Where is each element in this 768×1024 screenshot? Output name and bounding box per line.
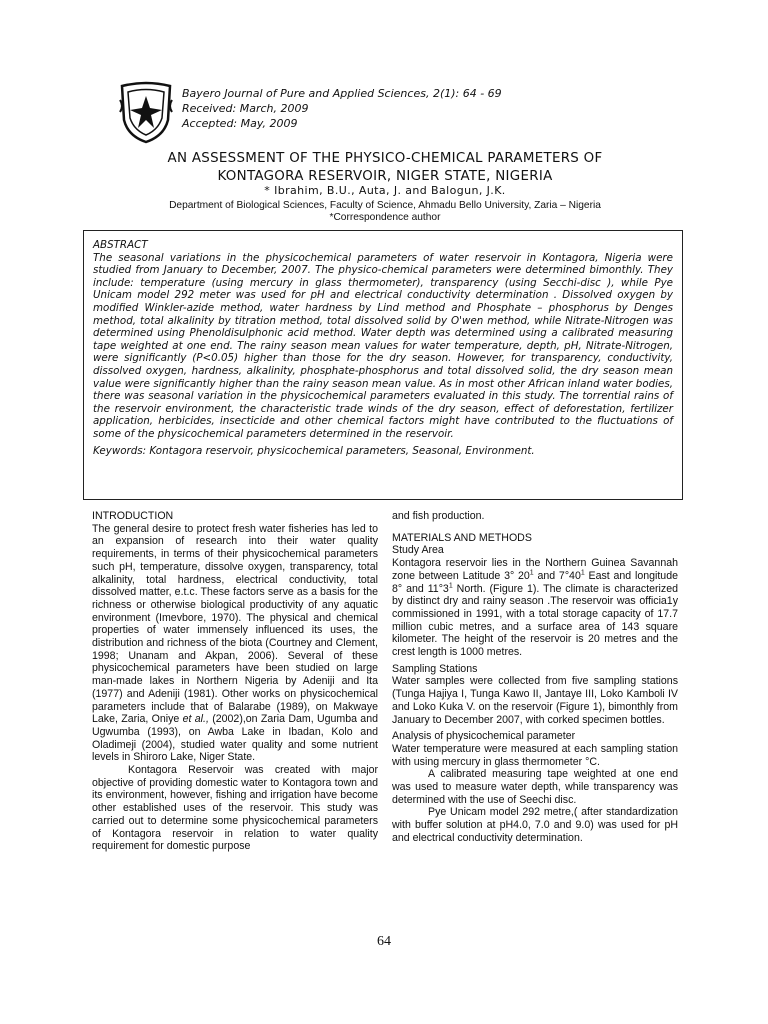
study-area-text-d: North. (Figure 1). The climate is characterized by distinct dry and rainy season .The reservoir was officia1y commissioned in 1991, with a total storage capacity of 17.7 million cubic metres, and a surface area of 143 square kilometer. The height of the reservoir is 20 metres and the crest length is 1000 metres. [392,582,678,659]
intro-paragraph-2: Kontagora Reservoir was created with major objective of providing domestic water to Kontagora town and its environment, however, fishing and irrigation have become other established uses of the reservoir. This study was carried out to determine some physicochemical parameters of Kontagora reservoir in relation to water quality requirement for domestic purpose [92,764,378,853]
title-line-1: AN ASSESSMENT OF THE PHYSICO-CHEMICAL PARAMETERS OF [167,151,603,166]
journal-logo [118,80,174,144]
analysis-paragraph-2: A calibrated measuring tape weighted at one end was used to measure water depth, while transparency was determined with the use of Seechi disc. [392,768,678,806]
study-area-text [392,557,678,659]
journal-info [182,86,502,131]
left-column [92,510,378,853]
analysis-heading: Analysis of physicochemical parameter [392,730,576,743]
abstract-box [83,230,683,500]
study-area-sup-2: 1 [580,569,585,577]
intro-text-b: (2002),on Zaria Dam, Ugumba and Ugwumba (1993), on Awba Lake in Ibadan, Kolo and Oladimeji (2004), studied water quality and some nutrient levels in Shiroro Lake, Niger State. [92,713,378,764]
study-area-text-b: and 7°40 [533,569,581,582]
received-date: Received: March, 2009 [182,102,309,115]
accepted-date: Accepted: May, 2009 [182,117,298,130]
sampling-heading: Sampling Stations [392,662,478,675]
intro-text-a: The general desire to protect fresh water fisheries has led to an expansion of research into their water quality requirements, in terms of their physicochemical parameters such pH, temperature, dissolve oxygen, transparency, total alkalinity, total hardness, electrical conductivity, total dissolved matter, e.t.c. These factors serve as a basis for the richness or otherwise biological productivity of any aquatic environment (Imevbore, 1970). The physical and chemical properties of water immensely influenced its uses, the distribution and richness of the biota (Courtney and Clement, 1998; Unanam and Akpan, 2006). Several of these physicochemical parameters have been studied on large man-made lakes in Northern Nigeria by Adeniji and Ita (1977) and Adeniji (1981). Other works on physicochemical parameters include that of Balarabe (1989), on Makwaye Lake, Zaria, Oniye [92,522,378,726]
abstract-text: The seasonal variations in the physicochemical parameters of water reservoir in Kontagora, Nigeria were studied from January to December, 2007. The physico-chemical parameters were determined bimonthly. They include: temperature (using mercury in glass thermometer), transparency (using Secchi-disc ), while Pye Unicam model 292 meter was used for pH and electrical conductivity determination . Dissolved oxygen by modified Winkler-azide method, water hardness by Lind method and Phosphate – phosphorus by Denges method, total alkalinity by titration method, total dissolved solid by O'wen method, while Nitrate-Nitrogen was determined using Phenoldisulphonic acid method. Water depth was determined using a calibrated measuring tape weighted at one end. The rainy season mean values for water temperature, depth, pH, Nitrate-Nitrogen, were significantly (P<0.05) higher than those for the dry season. However, for transparency, conductivity, dissolved oxygen, hardness, alkalinity, phosphate-phosphorus and total dissolved solid, the dry season mean value were significantly higher than the rainy season mean value. As in most other African inland water bodies, there was seasonal variation in the physicochemical parameters evaluated in this study. The torrential rains of the reservoir environment, the characteristic trade winds of the dry season, effect of deforestation, fertilizer application, herbicides, insecticide and other chemical factors might have contributed to the fluctuations of some of the physicochemical parameters determined in the reservoir. [93,251,673,440]
methods-heading: MATERIALS AND METHODS [392,531,532,544]
keywords: Keywords: Kontagora reservoir, physicochemical parameters, Seasonal, Environment. [93,444,535,457]
study-area-sup-3: 1 [448,581,453,589]
correspondence-note: *Correspondence author [329,212,441,223]
analysis-paragraph-1: Water temperature were measured at each sampling station with using mercury in glass thermometer °C. [392,742,678,768]
journal-citation: Bayero Journal of Pure and Applied Sciences, 2(1): 64 - 69 [182,87,502,100]
right-column [392,510,678,845]
study-area-heading: Study Area [392,544,444,557]
study-area-text-a: Kontagora reservoir lies in the Northern Guinea Savannah zone between Latitude 3° 20 [392,557,678,582]
authors: * Ibrahim, B.U., Auta, J. and Balogun, J.K. [264,184,506,197]
analysis-paragraph-3: Pye Unicam model 292 metre,( after standardization with buffer solution at pH4.0, 7.0 and 9.0) was used for pH and electrical conductivity determination. [392,806,678,844]
introduction-heading: INTRODUCTION [92,510,174,522]
study-area-text-c: East and longitude 8° and 11°3 [392,569,678,595]
title-line-2: KONTAGORA RESERVOIR, NIGER STATE, NIGERIA [217,169,553,184]
department: Department of Biological Sciences, Faculty of Science, Ahmadu Bello University, Zaria – Nigeria [169,200,601,211]
page-number: 64 [377,934,391,949]
intro-text-italic: et al., [182,713,209,726]
study-area-sup-1: 1 [529,569,534,577]
intro-paragraph-1 [92,523,378,764]
intro-paragraph-2-end: and fish production. [392,510,485,522]
abstract-heading: ABSTRACT [93,239,148,251]
paper-title [110,150,660,186]
sampling-text: Water samples were collected from five sampling stations (Tunga Hajiya I, Tunga Kawo II, Jantaye III, Loko Kamboli IV and Loko Kuka V. on the reservoir (Figure 1), bimonthly from January to December 2007, with corked specimen bottles. [392,675,678,726]
